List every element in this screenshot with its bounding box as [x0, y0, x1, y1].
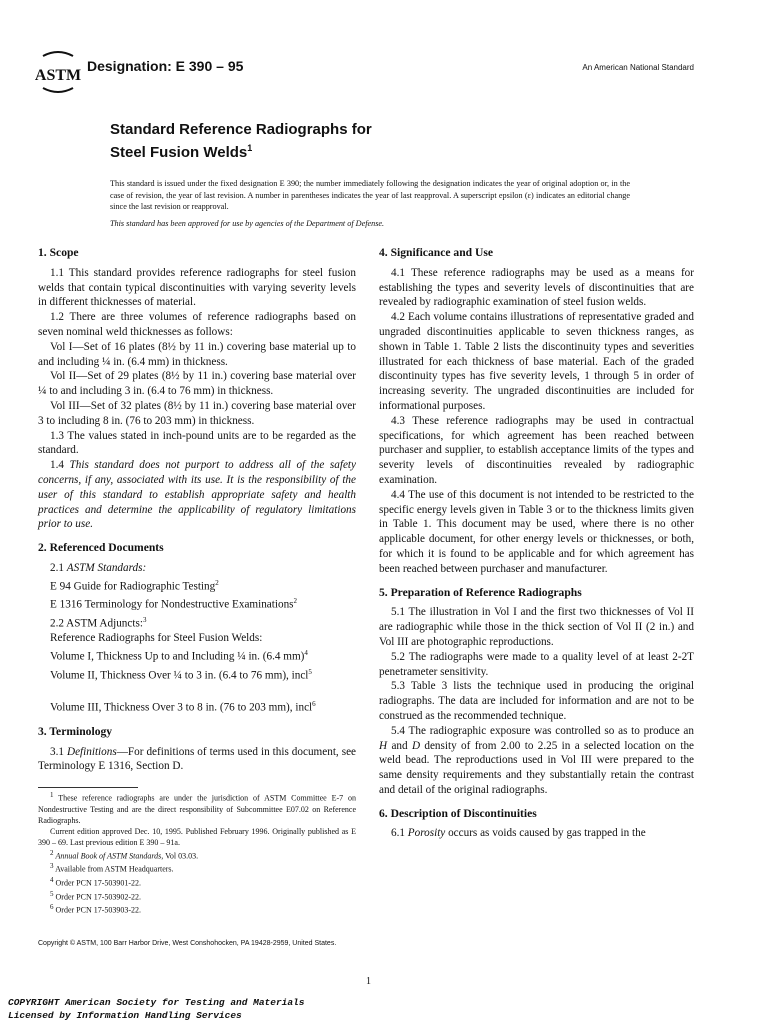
- ref-vol-1: Volume I, Thickness Up to and Including ¼ in. (6.4 mm)$^4$: [50, 649, 308, 663]
- license-line-1: COPYRIGHT American Society for Testing and Materials: [8, 997, 305, 1008]
- footnote-3: $^3$ Available from ASTM Headquarters.: [50, 862, 174, 874]
- para-4-3: 4.3 These reference radiographs may be used in contractual specifications, for which agreement has been reached between purchaser and supplier, to establish acceptance limits of the types and severity levels of discontinuities revealed by radiographic examination.: [379, 414, 694, 486]
- title-line-1: Standard Reference Radiographs for: [110, 121, 372, 138]
- vol-1-desc: Vol I—Set of 16 plates (8½ by 11 in.) covering base material up to and including ¼ in. (6.4 mm) in thickness.: [38, 340, 356, 368]
- copyright-line: Copyright © ASTM, 100 Barr Harbor Drive, West Conshohocken, PA 19428-2959, United States.: [38, 940, 337, 947]
- license-line-2: Licensed by Information Handling Services: [8, 1009, 242, 1021]
- para-4-4: 4.4 The use of this document is not intended to be restricted to the specific energy levels given in Table 3 or to the thickness limits given in Table 1. This document may be used, where there is no other applicable document, for other energy levels or thicknesses, or both, for which it is found to be applicable and for which agreement has been reached between purchaser and manufacturer.: [379, 488, 694, 575]
- para-5-2: 5.2 The radiographs were made to a quality level of at least 2-2T penetrameter sensitivity.: [379, 650, 694, 678]
- section-referenced-documents: [38, 541, 356, 716]
- right-column: [379, 246, 694, 850]
- section-description: [379, 807, 694, 842]
- page-number: 1: [366, 976, 371, 987]
- para-5-1: 5.1 The illustration in Vol I and the first two thicknesses of Vol II are radiographic while those in the thick section of Vol II (2 in.) and Vol III are photographic reproductions.: [379, 606, 694, 648]
- footnotes: [38, 788, 356, 916]
- para-5-3: 5.3 Table 3 lists the technique used in producing the original radiographs. The data are included for information and are not to be construed as the recommended technique.: [379, 680, 694, 722]
- logo-text: ASTM: [34, 67, 82, 84]
- scope-heading: 1. Scope: [38, 246, 79, 259]
- footnote-6: $^6$ Order PCN 17-503903-22.: [50, 903, 142, 915]
- astm-logo-icon: [34, 50, 82, 94]
- para-2-2: 2.2 ASTM Adjuncts:$^3$: [50, 615, 147, 630]
- ref-e94: E 94 Guide for Radiographic Testing$^2$: [50, 578, 219, 593]
- national-standard-label: An American National Standard: [582, 63, 694, 72]
- ref-e1316: E 1316 Terminology for Nondestructive Examinations$^2$: [50, 597, 298, 611]
- significance-heading: 4. Significance and Use: [379, 246, 494, 259]
- footnote-4: $^4$ Order PCN 17-503901-22.: [50, 875, 142, 888]
- document-title: [110, 120, 372, 162]
- terminology-heading: 3. Terminology: [38, 724, 113, 738]
- footnote-5: $^5$ Order PCN 17-503902-22.: [50, 889, 142, 902]
- para-5-4: 5.4 The radiographic exposure was controlled so as to produce an H and D density of from 2.00 to 2.25 in a selected location on the weld bead. The reproductions used in Vol III were prepared to the same density requirements and they substantially retain the contrast and detail of the original radiographs.: [379, 724, 694, 796]
- left-column: [38, 246, 356, 783]
- referenced-heading: 2. Referenced Documents: [38, 541, 164, 555]
- vol-2-desc: Vol II—Set of 29 plates (8½ by 11 in.) covering base material over ¼ to and including 3 in. (6.4 to 76 mm) in thickness.: [38, 370, 356, 398]
- para-2-1: 2.1 ASTM Standards:: [50, 561, 147, 574]
- section-preparation: [379, 586, 694, 798]
- ref-title: Reference Radiographs for Steel Fusion Welds:: [50, 632, 263, 645]
- ref-vol-2: Volume II, Thickness Over ¼ to 3 in. (6.4 to 76 mm), incl$^5$: [50, 667, 312, 682]
- title-line-2: Steel Fusion Welds$^1$: [110, 143, 253, 161]
- para-4-1: 4.1 These reference radiographs may be used as a means for establishing the types and severity levels of discontinuities that are revealed by radiographic examination of steel fusion welds.: [379, 266, 694, 309]
- para-1-2: 1.2 There are three volumes of reference radiographs based on seven nominal weld thicknesses as follows:: [38, 311, 356, 338]
- section-significance: [379, 246, 694, 577]
- para-1-4: 1.4 This standard does not purport to address all of the safety concerns, if any, associated with its use. It is the responsibility of the user of this standard to establish appropriate safety and health practices and determine the applicability of regulatory limitations prior to use.: [38, 459, 356, 531]
- para-3-1: 3.1 Definitions—For definitions of terms used in this document, see Terminology E 1316, Section D.: [38, 745, 357, 773]
- section-terminology: [38, 725, 356, 774]
- dod-approval-note: This standard has been approved for use by agencies of the Department of Defense.: [110, 219, 385, 228]
- preparation-heading: 5. Preparation of Reference Radiographs: [379, 585, 582, 599]
- footnote-1: $^1$ These reference radiographs are under the jurisdiction of ASTM Committee E-7 on Nondestructive Testing and are the direct responsibility of Subcommittee E07.02 on Reference Radiographs.: [38, 791, 357, 825]
- description-heading: 6. Description of Discontinuities: [379, 806, 537, 820]
- footnote-2: $^2$ Annual Book of ASTM Standards, Vol 03.03.: [50, 848, 199, 861]
- issuance-note: This standard is issued under the fixed designation E 390; the number immediately following the designation indicates the year of original adoption or, in the case of revision, the year of last revision. A number in parentheses indicates the year of last reapproval. A superscript epsilon (ε) indicates an editorial change since the last revision or reapproval.: [110, 179, 630, 211]
- para-1-3: 1.3 The values stated in inch-pound units are to be regarded as the standard.: [38, 429, 356, 457]
- para-1-1: 1.1 This standard provides reference radiographs for steel fusion welds that contain typical discontinuities with varying severity levels in different thicknesses of material.: [38, 266, 356, 309]
- astm-logo: [34, 50, 82, 94]
- section-scope: [38, 246, 356, 532]
- designation: Designation: E 390 – 95: [87, 58, 244, 74]
- footnote-1b: Current edition approved Dec. 10, 1995. Published February 1996. Originally published as E 390 – 69. Last previous edition E 390 – 91a.: [38, 826, 356, 847]
- vol-3-desc: Vol III—Set of 32 plates (8½ by 11 in.) covering base material over 3 to including 8 in. (76 to 203 mm) in thickness.: [38, 399, 356, 427]
- para-4-2: 4.2 Each volume contains illustrations of representative graded and ungraded discontinuities applicable to seven thickness ranges, as shown in Table 1. Table 2 lists the discontinuity types and severities illustrated for each thickness of base material. Each of the graded discontinuity types has five severity levels, 1 through 5 in order of increasing severity. The ungraded discontinuities are included for informational purposes.: [379, 311, 694, 412]
- svg-text:ASTM: [35, 67, 81, 84]
- para-6-1: 6.1 Porosity occurs as voids caused by gas trapped in the: [391, 827, 646, 840]
- license-note: [8, 997, 304, 1022]
- ref-vol-3: Volume III, Thickness Over 3 to 8 in. (76 to 203 mm), incl$^6$: [50, 700, 316, 714]
